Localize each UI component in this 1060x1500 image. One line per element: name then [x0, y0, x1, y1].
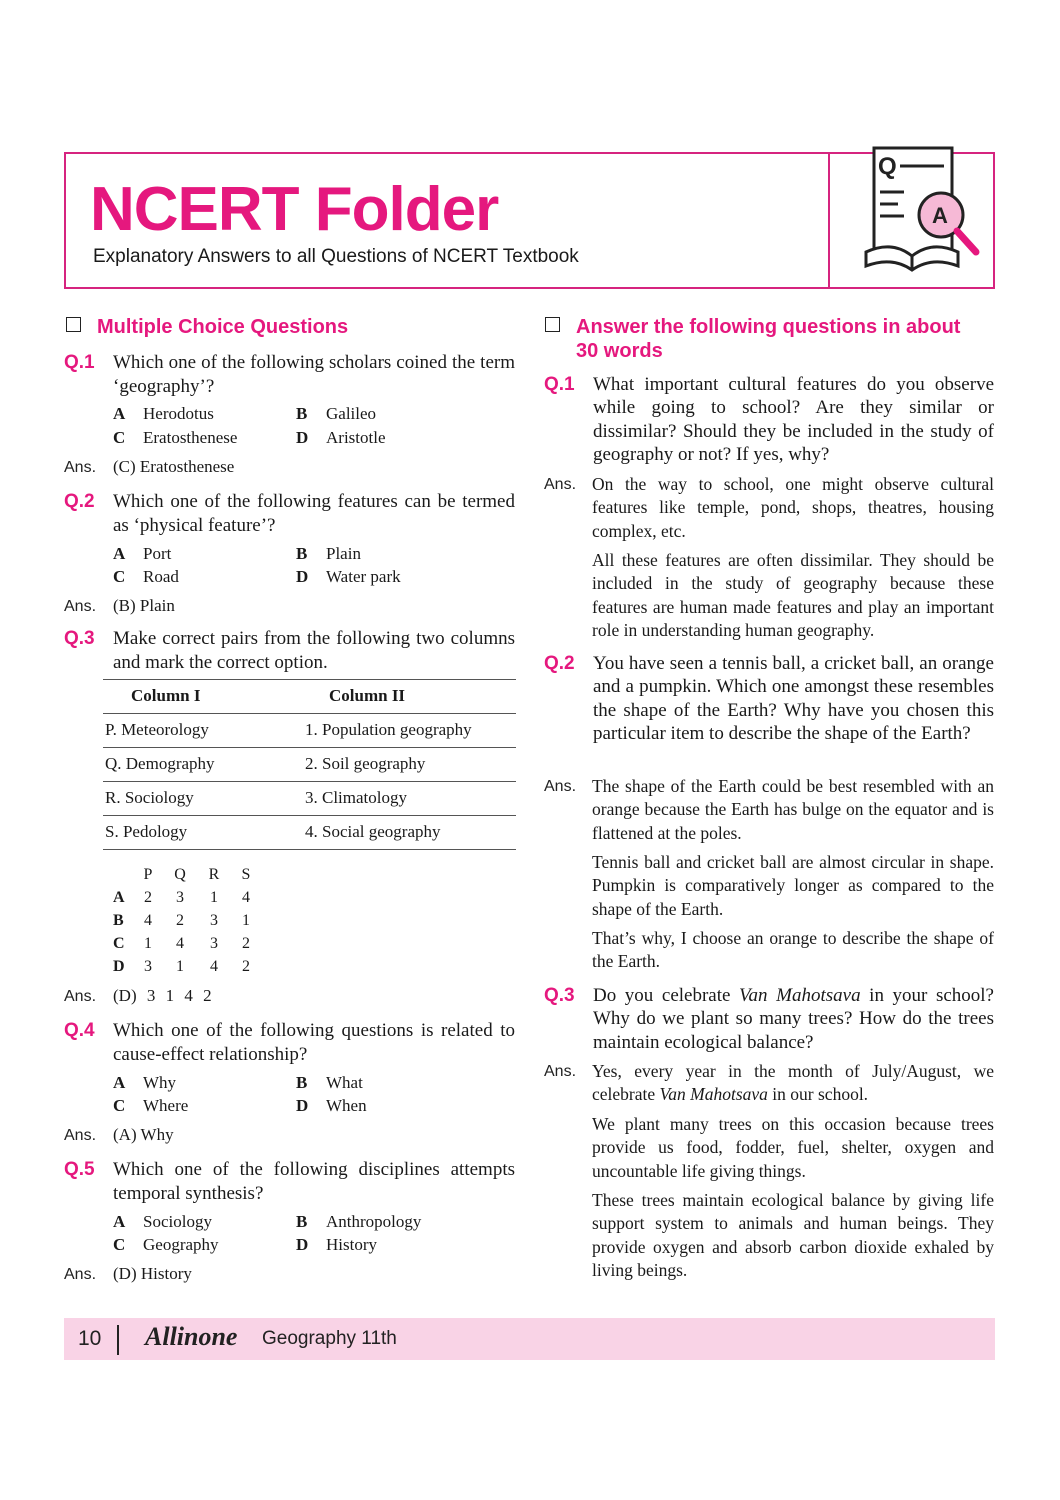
answer-paragraph: These trees maintain ecological balance by giving life support system to animals and human beings. They provide oxygen and absorb carbon dioxide exhaled by living beings.: [592, 1190, 994, 1281]
page-subtitle: Explanatory Answers to all Questions of NCERT Textbook: [93, 246, 579, 267]
option: C Geography: [113, 1235, 219, 1254]
option: D Aristotle: [296, 428, 386, 447]
footer-divider: [117, 1325, 119, 1355]
checkbox-icon: [545, 317, 560, 332]
svg-text:A: A: [932, 203, 948, 228]
table-cell: 2. Soil geography: [305, 754, 426, 773]
table-rule: [103, 747, 516, 748]
grid-cell: 1: [242, 912, 250, 929]
grid-cell: 3: [144, 958, 152, 975]
grid-cell: 1: [176, 958, 184, 975]
question-number: Q.3: [64, 628, 95, 649]
grid-cell: 2: [176, 912, 184, 929]
option: B Anthropology: [296, 1212, 422, 1231]
grid-cell: 4: [210, 958, 218, 975]
table-header: Column II: [329, 686, 406, 705]
answer-paragraph: On the way to school, one might observe cultural features like temple, pond, shops, theatres, housing complex, etc.: [592, 474, 994, 541]
answer-label: Ans.: [544, 1063, 577, 1080]
question-number: Q.1: [544, 374, 575, 395]
table-cell: 3. Climatology: [305, 788, 407, 807]
question-text: Make correct pairs from the following two columns and mark the correct option.: [113, 628, 515, 673]
option: A Port: [113, 544, 172, 563]
question-text: Do you celebrate Van Mahotsava in your school? Why do we plant so many trees? How do the trees maintain ecological balance?: [593, 985, 994, 1053]
header-divider: [828, 152, 830, 289]
brand-logo: Allinone: [145, 1322, 238, 1351]
table-rule: [103, 815, 516, 816]
option: A Herodotus: [113, 404, 214, 423]
answer-text: (D) 3 1 4 2: [113, 986, 212, 1005]
grid-cell: 1: [144, 935, 152, 952]
answer-label: Ans.: [544, 476, 577, 493]
question-number: Q.5: [64, 1159, 95, 1180]
table-rule: [103, 679, 516, 680]
grid-header: P: [143, 866, 153, 883]
grid-header: Q: [174, 866, 186, 883]
answer-label: Ans.: [64, 459, 97, 476]
checkbox-icon: [66, 317, 81, 332]
grid-cell: 4: [144, 912, 152, 929]
table-cell: P. Meteorology: [105, 720, 209, 739]
page-number: 10: [78, 1327, 102, 1350]
option: D History: [296, 1235, 377, 1254]
table-cell: S. Pedology: [105, 822, 188, 841]
option: D Water park: [296, 567, 401, 586]
answer-text: (D) History: [113, 1264, 192, 1283]
grid-cell: 4: [176, 935, 184, 952]
option: C Eratosthenese: [113, 428, 238, 447]
question-text: You have seen a tennis ball, a cricket ball, an orange and a pumpkin. Which one amongst these resembles the shape of the Earth? Why have you chosen this particular item to describe the shape of the Earth?: [593, 653, 994, 744]
table-cell: R. Sociology: [105, 788, 194, 807]
answer-label: Ans.: [544, 778, 577, 795]
answer-label: Ans.: [64, 598, 97, 615]
answer-label: Ans.: [64, 1266, 97, 1283]
option: B What: [296, 1073, 363, 1092]
question-number: Q.1: [64, 352, 95, 373]
question-number: Q.3: [544, 985, 575, 1006]
answer-text: (A) Why: [113, 1125, 174, 1144]
grid-cell: 1: [210, 889, 218, 906]
table-rule: [103, 849, 516, 850]
page-title: NCERT Folder: [90, 175, 499, 244]
section-heading-short-answer: Answer the following questions in about 30 words: [576, 316, 961, 362]
answer-label: Ans.: [64, 1127, 97, 1144]
answer-paragraph: Tennis ball and cricket ball are almost circular in shape. Pumpkin is comparatively longer as compared to the shape of the Earth.: [592, 852, 994, 919]
question-text: Which one of the following features can be termed as ‘physical feature’?: [113, 491, 515, 536]
section-heading-mcq: Multiple Choice Questions: [97, 316, 349, 338]
table-header: Column I: [131, 686, 201, 705]
question-text: Which one of the following disciplines attempts temporal synthesis?: [113, 1159, 515, 1204]
table-rule: [103, 713, 516, 714]
grid-cell: 3: [176, 889, 184, 906]
book-title: Geography 11th: [262, 1328, 397, 1349]
option: D When: [296, 1096, 367, 1115]
option: A Why: [113, 1073, 177, 1092]
grid-row-label: A: [113, 889, 125, 906]
qa-search-icon: [852, 140, 1002, 280]
question-number: Q.2: [64, 491, 95, 512]
grid-cell: 4: [242, 889, 250, 906]
option: C Where: [113, 1096, 189, 1115]
option: B Plain: [296, 544, 361, 563]
question-number: Q.2: [544, 653, 575, 674]
answer-paragraph: We plant many trees on this occasion because trees provide us food, fodder, fuel, shelter, oxygen and uncountable life giving things.: [592, 1114, 994, 1181]
question-number: Q.4: [64, 1020, 95, 1041]
grid-row-label: B: [113, 912, 124, 929]
table-cell: 4. Social geography: [305, 822, 441, 841]
grid-cell: 2: [242, 958, 250, 975]
option: B Galileo: [296, 404, 377, 423]
option: A Sociology: [113, 1212, 212, 1231]
grid-row-label: D: [113, 958, 125, 975]
option: C Road: [113, 567, 179, 586]
answer-paragraph: The shape of the Earth could be best resembled with an orange because the Earth has bulge on the equator and is flattened at the poles.: [592, 776, 994, 843]
grid-cell: 2: [242, 935, 250, 952]
table-rule: [103, 781, 516, 782]
table-cell: Q. Demography: [105, 754, 215, 773]
answer-text: (B) Plain: [113, 596, 175, 615]
answer-text: (C) Eratosthenese: [113, 457, 235, 476]
table-cell: 1. Population geography: [305, 720, 472, 739]
question-text: Which one of the following questions is related to cause-effect relationship?: [113, 1020, 515, 1065]
grid-header: R: [208, 866, 220, 883]
svg-text:Q: Q: [878, 153, 897, 180]
answer-paragraph: That’s why, I choose an orange to describe the shape of the Earth.: [592, 928, 994, 972]
answer-label: Ans.: [64, 988, 97, 1005]
grid-cell: 2: [144, 889, 152, 906]
grid-header: S: [241, 866, 251, 883]
grid-cell: 3: [210, 935, 218, 952]
answer-paragraph: Yes, every year in the month of July/August, we celebrate Van Mahotsava in our school.: [592, 1061, 994, 1105]
question-text: What important cultural features do you observe while going to school? Are they similar or dissimilar? Should they be included in the study of geography or not? If yes, why?: [593, 374, 994, 465]
grid-row-label: C: [113, 935, 125, 952]
grid-cell: 3: [210, 912, 218, 929]
question-text: Which one of the following scholars coined the term ‘geography’?: [113, 352, 515, 397]
answer-paragraph: All these features are often dissimilar. They should be included in the study of geography because these features are human made features and play an important role in understanding human geography.: [592, 550, 994, 641]
